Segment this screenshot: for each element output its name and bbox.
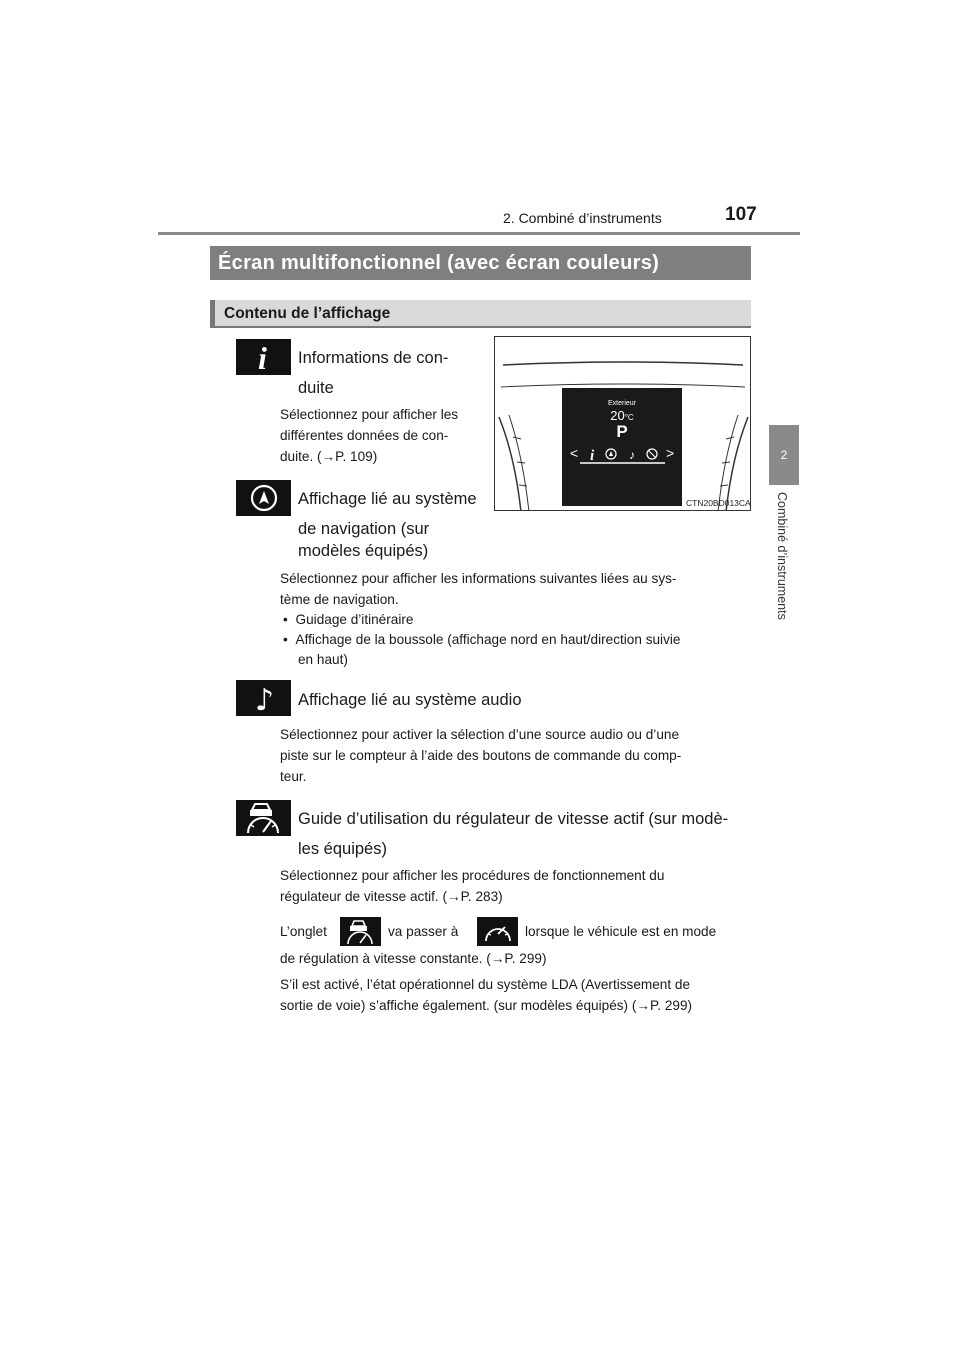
list-item-text: Guidage d’itinéraire — [295, 612, 414, 627]
item-heading-cont: modèles équipés) — [298, 542, 429, 560]
cruise-tab-icon-box — [236, 800, 291, 836]
item-heading: Affichage lié au système audio — [298, 691, 522, 709]
temp-label: Exterieur — [607, 400, 636, 407]
section-title: Écran multifonctionnel (avec écran couleurs) — [210, 246, 751, 280]
nav-tab-icon-box — [236, 480, 291, 516]
tab-change-text-c: lorsque le véhicule est en mode — [525, 924, 717, 939]
item-desc-line: Sélectionnez pour afficher les — [280, 407, 459, 422]
svg-text:♪: ♪ — [629, 448, 635, 462]
svg-text:♪: ♪ — [254, 683, 274, 715]
display-tabs — [562, 388, 682, 506]
music-note-icon — [249, 681, 279, 715]
audio-tab-icon-box — [236, 680, 291, 716]
gear-indicator: P — [616, 422, 628, 441]
tab-change-text-b: va passer à — [388, 924, 459, 939]
cruise-tab-inline-icon — [340, 917, 381, 946]
item-desc-line: piste sur le compteur à l’aide des boutons de commande du comp- — [280, 748, 682, 763]
item-heading-cont: duite — [298, 379, 334, 397]
item-desc-line: différentes données de con- — [280, 428, 449, 443]
item-heading: Informations de con- — [298, 349, 449, 367]
list-item-text: Affichage de la boussole (affichage nord en haut/direction suivie — [295, 632, 681, 647]
lda-text-line: S’il est activé, l’état opérationnel du système LDA (Avertissement de — [280, 977, 691, 992]
speedometer-tab-inline-icon — [477, 917, 518, 946]
svg-text:i: i — [590, 448, 595, 464]
list-item: • Guidage d’itinéraire — [283, 612, 414, 627]
info-icon — [249, 340, 279, 374]
chapter-tab-label: Combiné d’instruments — [775, 492, 789, 620]
item-desc-line: teur. — [280, 769, 307, 784]
svg-text:i: i — [257, 340, 267, 374]
header-section-title: 2. Combiné d’instruments — [503, 210, 662, 226]
temp-unit: °C — [624, 413, 634, 422]
page-number: 107 — [725, 204, 757, 225]
chapter-tab-label-wrap — [770, 492, 800, 642]
header-divider — [158, 232, 800, 235]
item-desc-line: Sélectionnez pour afficher les procédures de fonctionnement du — [280, 868, 665, 883]
subsection-accent — [210, 300, 215, 328]
nav-left-arrow: < — [570, 445, 579, 461]
tab-change-text-a: L’onglet — [280, 924, 327, 939]
figure-code: CTN20BD013CA — [686, 498, 751, 508]
item-heading-cont: les équipés) — [298, 840, 387, 858]
item-desc-line: duite. (→P. 109) — [280, 449, 378, 464]
temp-value: 20 — [610, 408, 625, 423]
info-tab-icon-box — [236, 339, 291, 375]
multi-info-display — [562, 388, 682, 506]
cruise-control-icon — [344, 919, 378, 945]
item-desc-line: Sélectionnez pour activer la sélection d’une source audio ou d’une — [280, 727, 680, 742]
item-heading-cont: de navigation (sur — [298, 520, 430, 538]
item-heading: Guide d’utilisation du régulateur de vitesse actif (sur modè- — [298, 810, 729, 828]
subsection-title: Contenu de l’affichage — [224, 305, 391, 322]
item-desc-line: régulateur de vitesse actif. (→P. 283) — [280, 889, 503, 904]
item-heading: Affichage lié au système — [298, 490, 477, 508]
item-desc-line: tème de navigation. — [280, 592, 399, 607]
lda-text-line: sortie de voie) s’affiche également. (sur modèles équipés) (→P. 299) — [280, 998, 693, 1013]
tab-change-text-2: de régulation à vitesse constante. (→P. 299) — [280, 951, 547, 966]
chapter-tab: 2 — [769, 425, 799, 485]
speedometer-icon — [481, 919, 515, 945]
cruise-control-icon — [244, 801, 284, 835]
list-item: • Affichage de la boussole (affichage nord en haut/direction suivie — [283, 632, 681, 647]
list-item-cont: en haut) — [298, 652, 348, 667]
subsection-bar — [210, 300, 751, 328]
nav-right-arrow: > — [666, 445, 675, 461]
item-desc-line: Sélectionnez pour afficher les informations suivantes liées au sys- — [280, 571, 677, 586]
navigation-icon — [249, 483, 279, 513]
